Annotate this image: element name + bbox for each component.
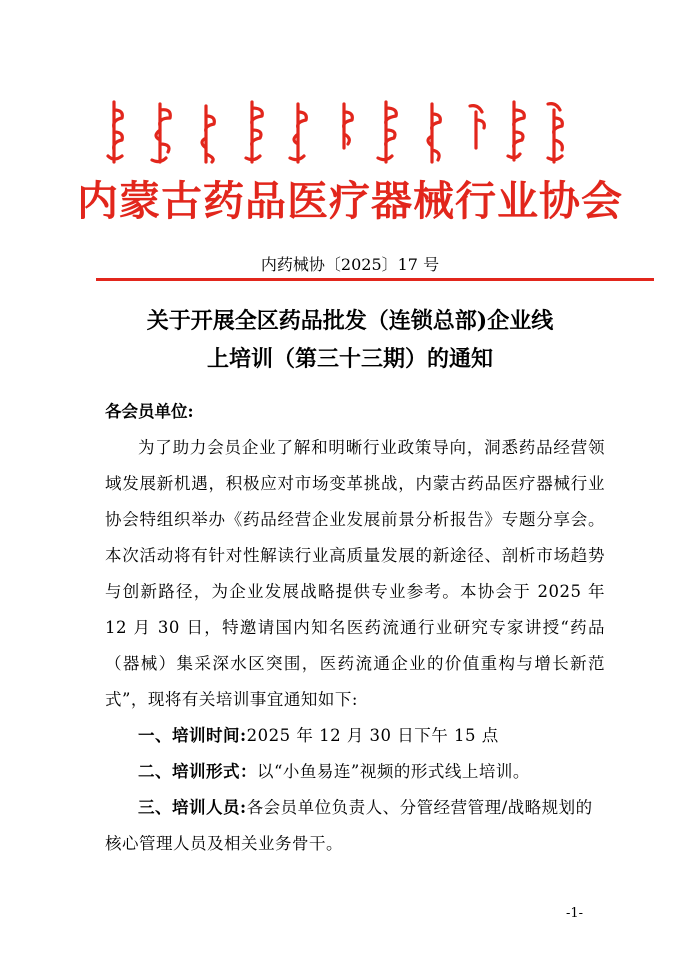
training-format-item [105, 754, 605, 790]
training-time-item [105, 718, 605, 754]
title-line-2: 上培训（第三十三期）的通知 [206, 346, 493, 372]
salutation: 各会员单位: [105, 402, 194, 421]
document-title [100, 302, 600, 378]
item-label: 二、培训形式： [138, 762, 257, 781]
org-name-header: 内蒙古药品医疗器械行业协会 [77, 177, 623, 225]
training-personnel-item [105, 790, 605, 862]
item-label: 三、培训人员: [138, 798, 247, 817]
intro-paragraph: 为了助力会员企业了解和明晰行业政策导向，洞悉药品经营领域发展新机遇，积极应对市场变革挑战，内蒙古药品医疗器械行业协会特组织举办《药品经营企业发展前景分析报告》专题分享会。本次活动将有针对性解读行业高质量发展的新途径、剖析市场趋势与创新路径，为企业发展战略提供专业参考。本协会于 2025 年 12 月 30 日，特邀请国内知名医药流通行业研究专家讲授“药品（器械）集采深水区突围，医药流通企业的价值重构与增长新范式”，现将有关培训事宜通知如下: [105, 438, 605, 709]
title-line-1: 关于开展全区药品批发（连锁总部)企业线 [146, 308, 554, 334]
page-number: -1- [566, 906, 584, 921]
document-body [105, 394, 605, 862]
item-text: 2025 年 12 月 30 日下午 15 点 [246, 726, 499, 745]
item-text: 以“小鱼易连”视频的形式线上培训。 [257, 762, 530, 781]
document-number: 内药械协〔2025〕17 号 [260, 255, 440, 274]
red-divider-line [96, 278, 654, 281]
mongolian-script-logo [100, 98, 600, 170]
item-label: 一、培训时间: [138, 726, 247, 745]
item-text: 各会员单位负责人、分管经营管理/战略规划的核心管理人员及相关业务骨干。 [105, 798, 593, 853]
